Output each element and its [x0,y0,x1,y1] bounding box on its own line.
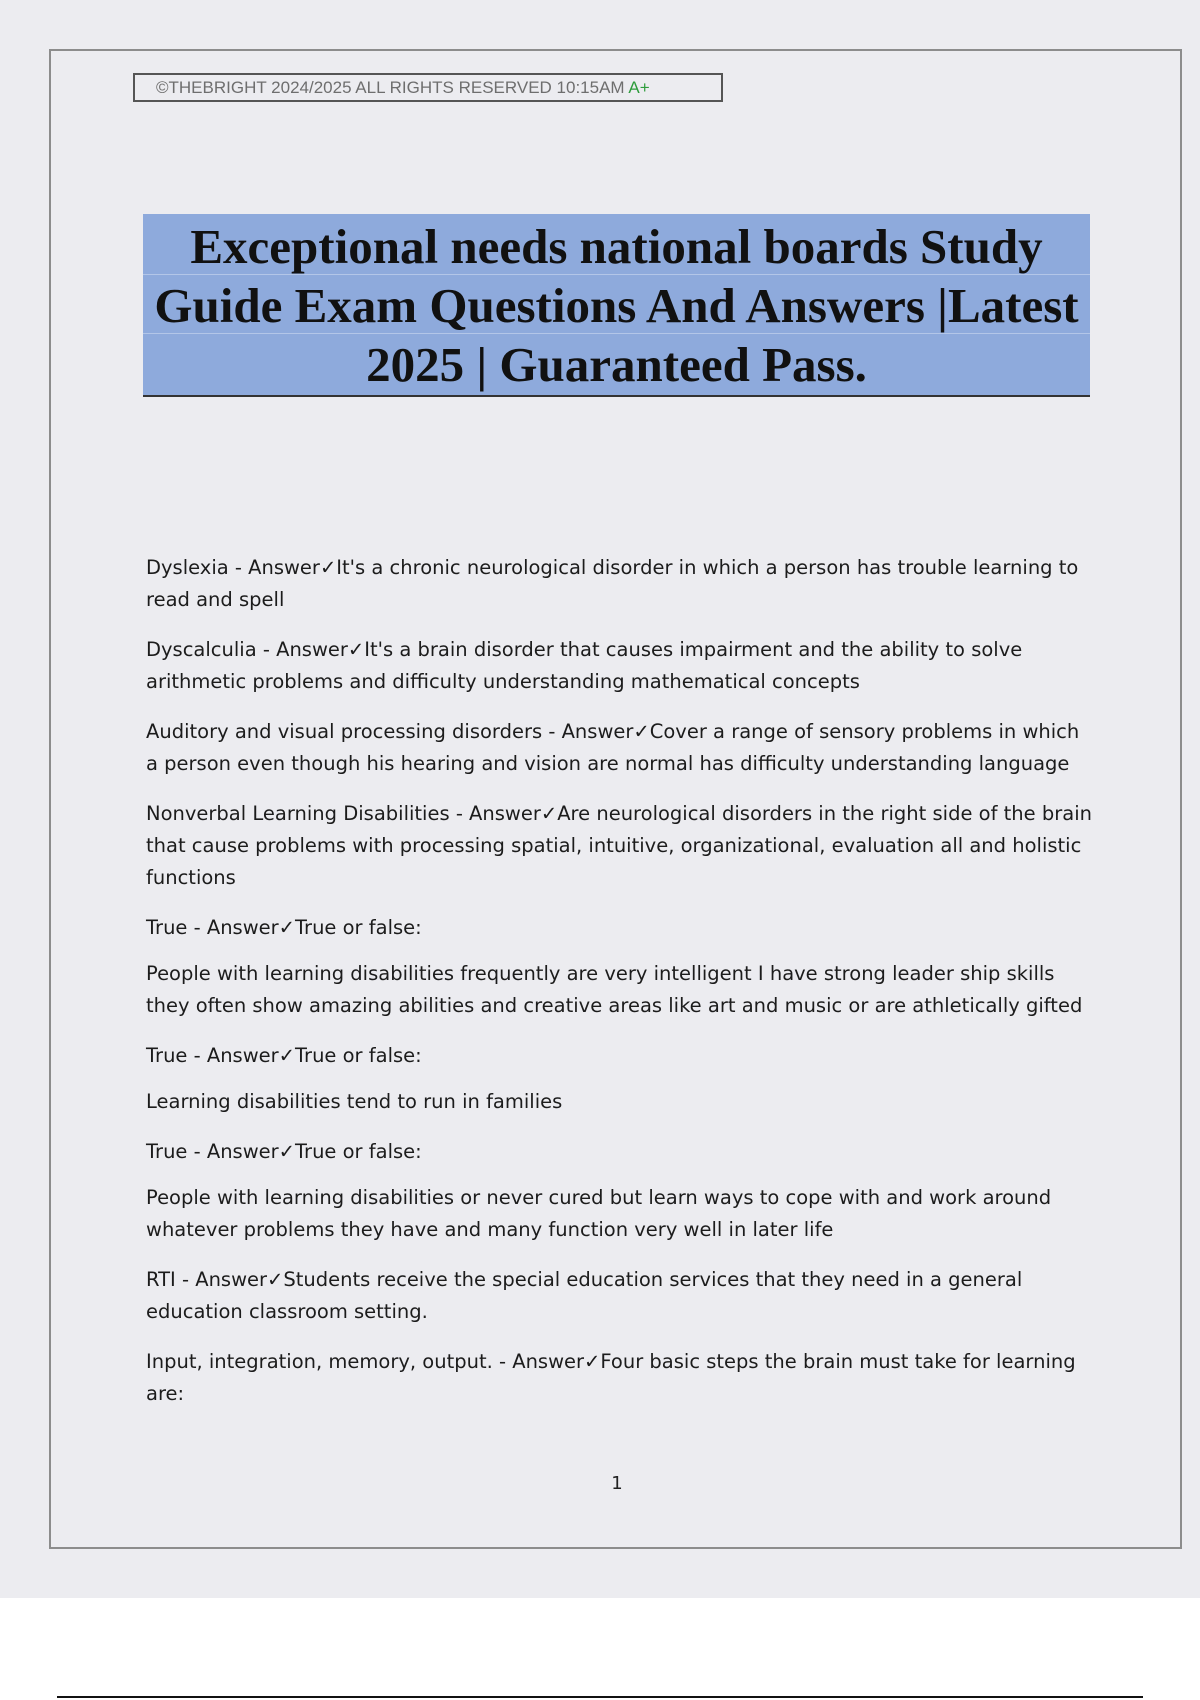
copyright-header [133,73,723,102]
list-item: People with learning disabilities or never cured but learn ways to cope with and work around whatever problems they have and many function very well in later life [146,1186,1052,1241]
list-item: Nonverbal Learning Disabilities - Answer✓Are neurological disorders in the right side of the brain that cause problems with processing spatial, intuitive, organizational, evaluation all and holistic functions [146,802,1092,889]
document-title: Exceptional needs national boards Study Guide Exam Questions And Answers |Latest 2025 | Guaranteed Pass. [154,219,1079,392]
grade-mark: A+ [628,78,650,97]
list-item: Learning disabilities tend to run in families [146,1090,563,1113]
list-item: Dyslexia - Answer✓It's a chronic neurological disorder in which a person has trouble learning to read and spell [146,556,1079,611]
question-answer-list [146,552,1096,1428]
title-banner [143,214,1090,397]
page-number: 1 [611,1473,623,1494]
list-item: True - Answer✓True or false: [146,1140,422,1163]
list-item: People with learning disabilities frequently are very intelligent I have strong leader ship skills they often show amazing abilities and creative areas like art and music or are athletically gifted [146,962,1083,1017]
list-item: Input, integration, memory, output. - Answer✓Four basic steps the brain must take for learning are: [146,1350,1076,1405]
list-item: RTI - Answer✓Students receive the special education services that they need in a general education classroom setting. [146,1268,1023,1323]
list-item: Dyscalculia - Answer✓It's a brain disorder that causes impairment and the ability to solve arithmetic problems and difficulty understanding mathematical concepts [146,638,1023,693]
list-item: True - Answer✓True or false: [146,916,422,939]
next-page-divider [57,1696,1143,1698]
copyright-text: ©THEBRIGHT 2024/2025 ALL RIGHTS RESERVED 10:15AM [156,78,629,97]
list-item: True - Answer✓True or false: [146,1044,422,1067]
list-item: Auditory and visual processing disorders - Answer✓Cover a range of sensory problems in which a person even though his hearing and vision are normal has difficulty understanding language [146,720,1080,775]
